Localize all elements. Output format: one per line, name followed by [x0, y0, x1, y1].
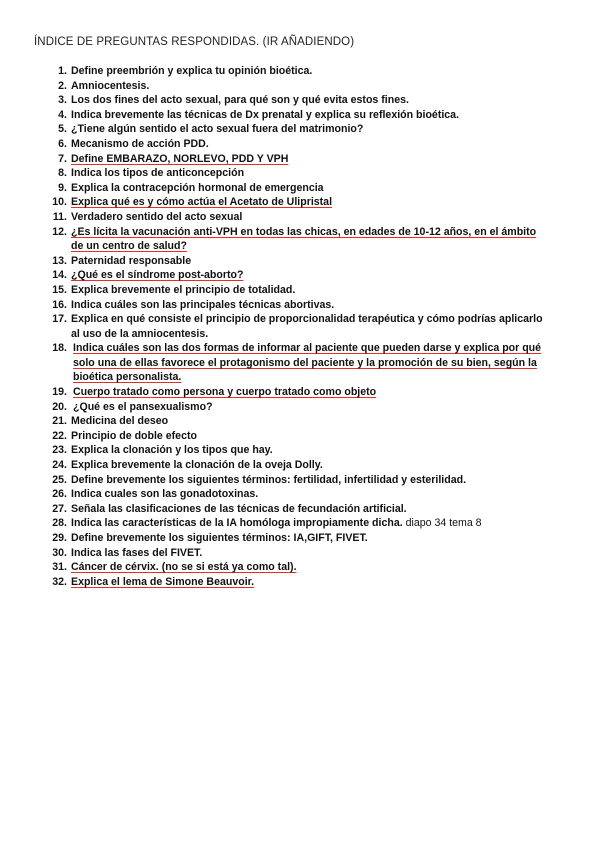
question-text: Indica cuáles son las principales técnicas abortivas. — [71, 298, 335, 311]
question-number: 21. — [52, 415, 67, 428]
question-item — [47, 341, 547, 385]
question-item — [47, 195, 547, 210]
question-item — [47, 152, 547, 167]
question-text: Cuerpo tratado como persona y cuerpo tratado como objeto — [73, 386, 377, 399]
question-number: 31. — [52, 561, 67, 574]
question-text: Indica cuáles son las dos formas de informar al paciente que pueden darse y explica por qué solo una de ellas favorece el protagonismo del paciente y la promoción de su bien, según la bioética personalista. — [73, 342, 542, 384]
question-item — [47, 458, 547, 473]
question-text: Indica brevemente las técnicas de Dx prenatal y explica su reflexión bioética. — [71, 108, 460, 121]
question-item — [47, 487, 547, 502]
question-number: 17. — [52, 313, 67, 326]
question-item — [47, 385, 547, 400]
question-list — [47, 64, 547, 589]
question-number: 7. — [58, 152, 67, 165]
question-item — [47, 400, 547, 415]
question-number: 11. — [52, 210, 67, 223]
question-item — [47, 546, 547, 561]
question-number: 6. — [58, 137, 67, 150]
question-text: Explica la clonación y los tipos que hay. — [71, 444, 273, 457]
question-number: 12. — [52, 225, 67, 238]
question-number: 28. — [52, 517, 67, 530]
question-number: 20. — [52, 400, 67, 413]
question-number: 10. — [52, 196, 67, 209]
question-text: Principio de doble efecto — [71, 429, 197, 442]
question-text: Explica el lema de Simone Beauvoir. — [71, 575, 255, 588]
question-number: 30. — [52, 546, 67, 559]
question-item — [47, 443, 547, 458]
question-text: Señala las clasificaciones de las técnicas de fecundación artificial. — [71, 502, 407, 515]
question-item — [47, 108, 547, 123]
question-text: Indica las fases del FIVET. — [71, 546, 203, 559]
question-text: Define brevemente los siguientes términos: IA,GIFT, FIVET. — [71, 532, 368, 544]
question-text: Explica brevemente el principio de totalidad. — [71, 283, 296, 296]
question-item — [47, 137, 547, 152]
question-number: 16. — [52, 298, 67, 311]
question-text: Explica qué es y cómo actúa el Acetato de Ulipristal — [71, 196, 333, 209]
question-item — [47, 166, 547, 181]
question-text: ¿Tiene algún sentido el acto sexual fuera del matrimonio? — [71, 123, 364, 136]
question-text: Indica cuales son las gonadotoxinas. — [71, 488, 259, 501]
question-text: Define brevemente los siguientes términos: fertilidad, infertilidad y esterilidad. — [71, 473, 467, 486]
question-text: Paternidad responsable — [71, 254, 192, 267]
question-item — [47, 575, 547, 590]
question-text: Verdadero sentido del acto sexual — [71, 210, 243, 223]
question-text: Los dos fines del acto sexual, para qué son y qué evita estos fines. — [71, 94, 409, 107]
question-text: Amniocentesis. — [71, 79, 150, 92]
question-note: diapo 34 tema 8 — [402, 517, 482, 530]
question-text: Medicina del deseo — [71, 415, 169, 428]
question-number: 13. — [52, 254, 67, 267]
question-number: 15. — [52, 283, 67, 296]
question-text: Mecanismo de acción PDD. — [71, 137, 209, 150]
question-item — [47, 268, 547, 283]
question-number: 5. — [58, 123, 67, 136]
question-text: Explica la contracepción hormonal de emergencia — [71, 181, 324, 194]
question-number: 8. — [58, 167, 67, 180]
question-number: 4. — [58, 108, 67, 121]
question-number: 18. — [52, 342, 67, 355]
question-text: Explica en qué consiste el principio de proporcionalidad terapéutica y cómo podrías aplicarlo al uso de la amniocentesis. — [71, 313, 543, 340]
question-item — [47, 560, 547, 575]
question-number: 14. — [52, 269, 67, 282]
question-item — [47, 64, 547, 79]
question-number: 3. — [58, 94, 67, 107]
question-number: 26. — [52, 488, 67, 501]
question-text: Define EMBARAZO, NORLEVO, PDD Y VPH — [71, 152, 289, 165]
question-text: ¿Qué es el pansexualismo? — [73, 400, 213, 413]
question-number: 2. — [58, 79, 67, 92]
question-text: Explica brevemente la clonación de la oveja Dolly. — [71, 459, 323, 472]
question-number: 1. — [58, 65, 67, 77]
question-text: Indica los tipos de anticoncepción — [71, 167, 245, 180]
question-number: 27. — [52, 502, 67, 515]
question-number: 22. — [52, 429, 67, 442]
question-item — [47, 181, 547, 196]
question-item — [47, 298, 547, 313]
question-item — [47, 93, 547, 108]
question-item — [47, 225, 547, 254]
question-item — [47, 502, 547, 517]
page-title: ÍNDICE DE PREGUNTAS RESPONDIDAS. (IR AÑADIENDO) — [34, 36, 355, 48]
question-number: 24. — [52, 459, 67, 472]
question-item — [47, 531, 547, 546]
question-text: Define preembrión y explica tu opinión bioética. — [71, 65, 313, 77]
question-number: 29. — [52, 532, 67, 544]
question-item — [47, 516, 547, 531]
question-number: 32. — [52, 575, 67, 588]
question-item — [47, 473, 547, 488]
question-text: Cáncer de cérvix. (no se si está ya como tal). — [71, 561, 297, 574]
question-item — [47, 79, 547, 94]
question-item — [47, 312, 547, 341]
question-number: 23. — [52, 444, 67, 457]
question-item — [47, 254, 547, 269]
question-number: 25. — [52, 473, 67, 486]
question-number: 9. — [58, 181, 67, 194]
question-text: ¿Es lícita la vacunación anti-VPH en todas las chicas, en edades de 10-12 años, en el ámbito de un centro de salud? — [71, 225, 537, 253]
question-item — [47, 122, 547, 137]
question-item — [47, 283, 547, 298]
question-text: ¿Qué es el síndrome post-aborto? — [71, 269, 244, 282]
question-item — [47, 429, 547, 444]
question-item — [47, 414, 547, 429]
question-item — [47, 210, 547, 225]
question-text: Indica las características de la IA homóloga impropiamente dicha. — [71, 517, 403, 530]
question-number: 19. — [52, 386, 67, 399]
